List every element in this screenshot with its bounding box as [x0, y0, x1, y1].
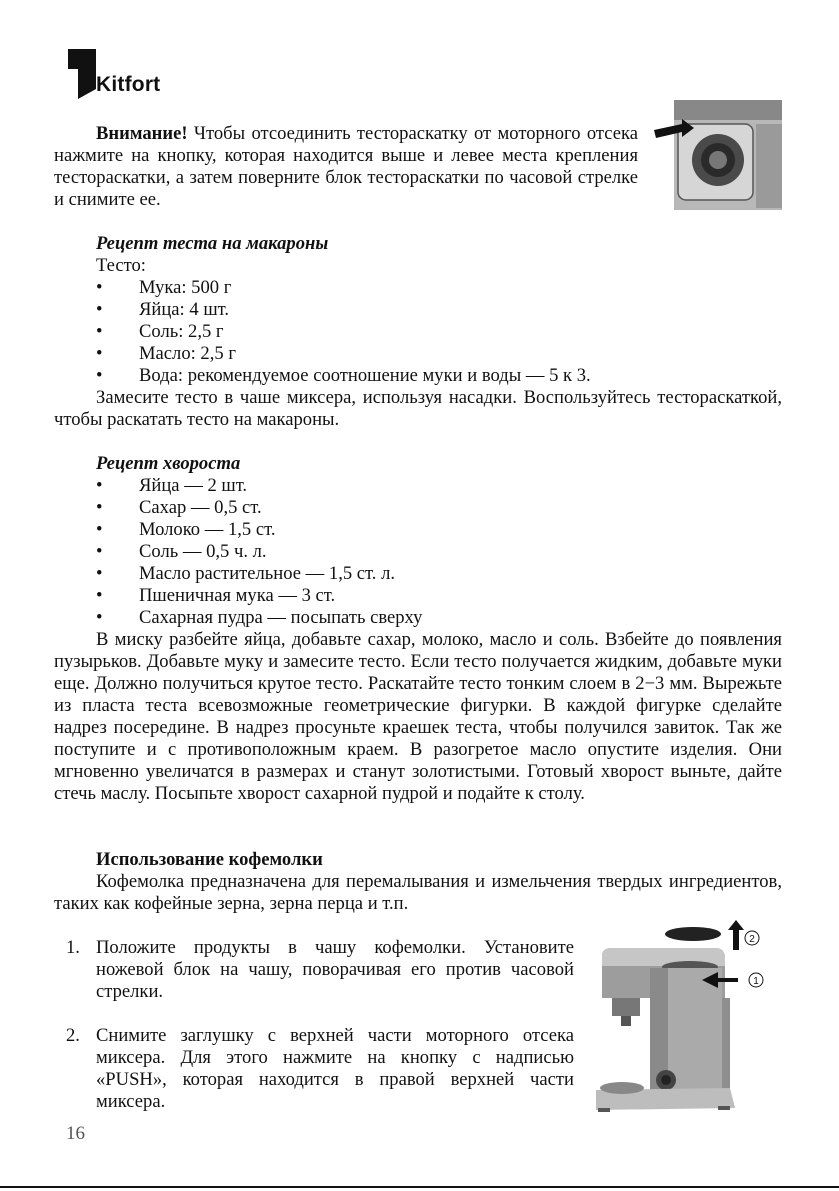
- list-item: • Соль: 2,5 г: [54, 321, 782, 343]
- dough-roller-illustration: [652, 98, 782, 213]
- pasta-dough-label: Тесто:: [96, 255, 146, 276]
- grinder-steps: [54, 937, 574, 1135]
- pasta-recipe-section: [54, 233, 782, 431]
- list-item: • Молоко — 1,5 ст.: [54, 519, 782, 541]
- brand-name: Kitfort: [96, 73, 161, 96]
- khvorost-instructions: В миску разбейте яйца, добавьте сахар, молоко, масло и соль. Взбейте до появления пузырьков. Добавьте муку и замесите тесто. Если тесто получается жидким, добавьте муки еще. Должно получиться крутое тесто. Раскатайте тесто тонким слоем в 2−3 мм. Вырежьте из пласта теста всевозможные геометрические фигурки. В каждой фигурке сделайте надрез посередине. В надрез просуньте краешек теста, чтобы получился завиток. Так же поступите и с противоположным краем. В разогретое масло опустите изделия. Они мгновенно увеличатся в размерах и станут золотистыми. Готовый хворост выньте, дайте стечь маслу. Посыпьте хворост сахарной пудрой и подайте к столу.: [54, 629, 782, 804]
- khvorost-recipe-title: Рецепт хвороста: [96, 453, 241, 474]
- step-text: Положите продукты в чашу кофемолки. Установите ножевой блок на чашу, поворачивая его против часовой стрелки.: [96, 937, 574, 1002]
- page-number: 16: [66, 1123, 85, 1144]
- list-item: • Пшеничная мука — 3 ст.: [54, 585, 782, 607]
- grinder-title: Использование кофемолки: [96, 849, 323, 870]
- mixer-illustration: [590, 918, 770, 1113]
- callout-1: 1: [753, 976, 759, 987]
- callout-2: 2: [749, 934, 755, 945]
- list-item: • Яйца — 2 шт.: [54, 475, 782, 497]
- list-item: • Мука: 500 г: [54, 277, 782, 299]
- attention-paragraph: [54, 123, 638, 211]
- step-text: Снимите заглушку с верхней части моторного отсека миксера. Для этого нажмите на кнопку с надписью «PUSH», которая находится в правой верхней части миксера.: [96, 1025, 574, 1112]
- pasta-instructions: Замесите тесто в чаше миксера, используя насадки. Воспользуйтесь тестораскаткой, чтобы раскатать тесто на макароны.: [54, 387, 782, 430]
- list-item: • Вода: рекомендуемое соотношение муки и воды — 5 к 3.: [54, 365, 782, 387]
- attention-label: Внимание!: [96, 123, 188, 144]
- grinder-section: [54, 849, 782, 915]
- list-item: • Сахар — 0,5 ст.: [54, 497, 782, 519]
- list-item: • Яйца: 4 шт.: [54, 299, 782, 321]
- attention-text: Чтобы отсоединить тестораскатку от моторного отсека нажмите на кнопку, которая находится выше и левее места крепления тестораскатки, а затем поверните блок тестораскатки по часовой стрелке и снимите ее.: [54, 123, 638, 210]
- step-number: 1.: [66, 937, 80, 958]
- list-item: • Масло: 2,5 г: [54, 343, 782, 365]
- page-bottom-rule: [0, 1186, 839, 1188]
- pasta-ingredients-list: [54, 277, 782, 387]
- grinder-intro: Кофемолка предназначена для перемалывания и измельчения твердых ингредиентов, таких как кофейные зерна, зерна перца и т.п.: [54, 871, 782, 914]
- step-number: 2.: [66, 1025, 80, 1046]
- pasta-recipe-title: Рецепт теста на макароны: [96, 233, 329, 254]
- list-item: • Сахарная пудра — посыпать сверху: [54, 607, 782, 629]
- list-item: • Соль — 0,5 ч. л.: [54, 541, 782, 563]
- step-item: [54, 1025, 574, 1113]
- khvorost-recipe-section: [54, 453, 782, 805]
- list-item: • Масло растительное — 1,5 ст. л.: [54, 563, 782, 585]
- khvorost-ingredients-list: [54, 475, 782, 629]
- step-item: [54, 937, 574, 1003]
